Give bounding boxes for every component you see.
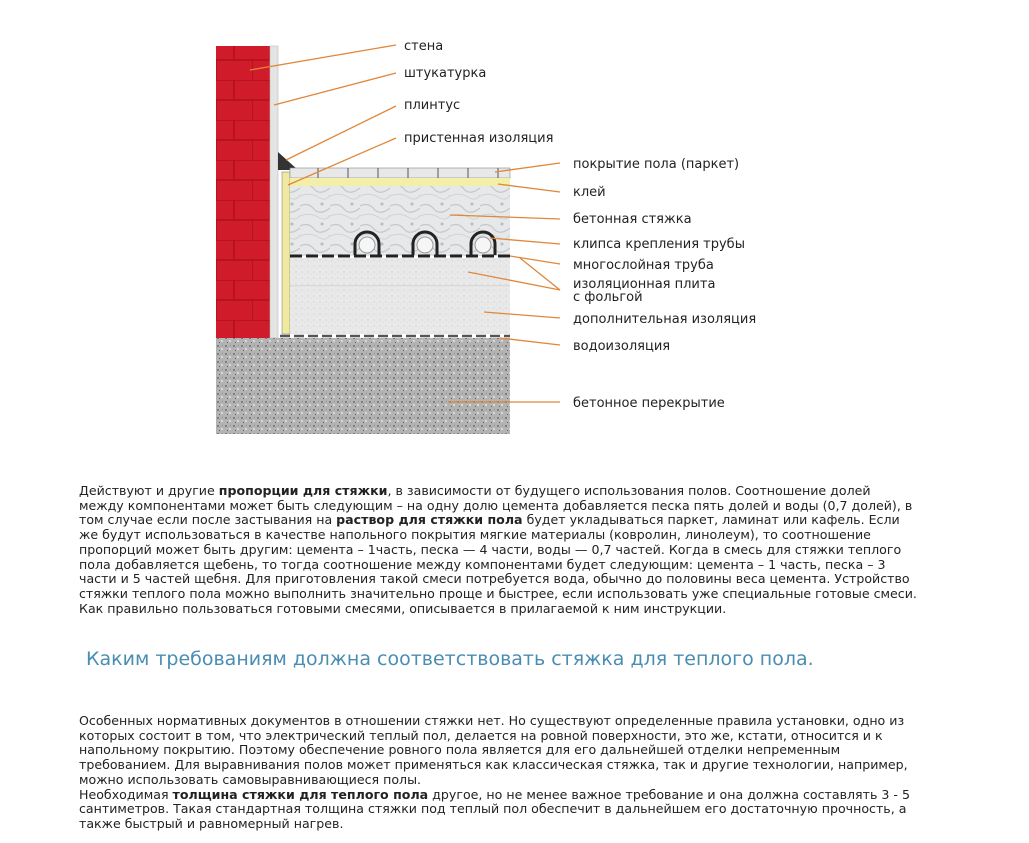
insulation-board xyxy=(290,258,510,286)
floor-construction-diagram xyxy=(200,30,820,440)
label-wall: стена xyxy=(404,39,444,54)
label-screed: бетонная стяжка xyxy=(573,212,692,227)
section-heading: Каким требованиям должна соответствовать стяжка для теплого пола. xyxy=(86,648,814,670)
label-insulation-board: изоляционная плита xyxy=(573,277,716,292)
glue-layer xyxy=(290,178,510,186)
label-floor-covering: покрытие пола (паркет) xyxy=(573,157,740,172)
label-insulation-board-foil: с фольгой xyxy=(573,290,643,305)
plaster-layer xyxy=(270,46,278,338)
link-screed-thickness: толщина стяжки для теплого пола xyxy=(172,786,429,802)
wall-insulation xyxy=(282,172,290,334)
baseboard xyxy=(278,152,298,170)
label-glue: клей xyxy=(573,185,606,200)
label-pipe-clip: клипса крепления трубы xyxy=(573,237,745,252)
label-baseboard: плинтус xyxy=(404,98,461,113)
label-slab: бетонное перекрытие xyxy=(573,396,725,411)
label-plaster: штукатурка xyxy=(404,66,487,81)
brick-wall xyxy=(216,46,270,338)
extra-insulation xyxy=(290,287,510,334)
concrete-slab xyxy=(216,338,510,434)
paragraph-proportions: Действуют и другие пропорции для стяжки, в зависимости от будущего использования полов. Соотношение долей между компонентами может быть следующим – на одну долю цемента добавляется песка пять долей и воды (0,7 долей), в том случае если после застывания на раствор для стяжки пола будет укладываться паркет, ламинат или кафель. Если же будут использоваться в качестве напольного покрытия мягкие материалы (ковролин, линолеум), то соотношение пропорций может быть другим: цемента – 1часть, песка — 4 части, воды — 0,7 частей. Когда в смесь для стяжки теплого пола добавляется щебень, то тогда соотношение между компонентами будет следующим: цемента – 1 часть, песка – 3 части и 5 частей щебня. Для приготовления такой смеси потребуется вода, обычно до половины веса цемента. Устройство стяжки теплого пола можно выполнить значительно проще и быстрее, если использовать уже специальные готовые смеси. Как правильно пользоваться готовыми смесями, описывается в прилагаемой к ним инструкции. xyxy=(79,483,917,616)
link-screed-mortar: раствор для стяжки пола xyxy=(336,512,523,528)
label-multilayer-pipe: многослойная труба xyxy=(573,258,714,273)
label-extra-insulation: дополнительная изоляция xyxy=(573,312,757,327)
paragraph-requirements: Особенных нормативных документов в отношении стяжки нет. Но существуют определенные правила установки, одно из которых состоит в том, что электрический теплый пол, делается на ровной поверхности, это же, кстати, относится и к напольному покрытию. Поэтому обеспечение ровного пола является для его дальнейшей отделки непременным требованием. Для выравнивания полов может применяться как классическая стяжка, так и другие технологии, например, можно использовать самовыравнивающиеся полы. Необходимая толщина стяжки для теплого пола другое, но не менее важное требование и она должна составлять 3 - 5 сантиметров. Такая стандартная толщина стяжки под теплый пол обеспечит в дальнейшем его достаточную прочность, а также быстрый и равномерный нагрев. xyxy=(79,713,910,831)
label-wall-insulation: пристенная изоляция xyxy=(404,131,554,146)
link-screed-proportions: пропорции для стяжки xyxy=(218,483,388,498)
label-waterproofing: водоизоляция xyxy=(573,339,671,354)
